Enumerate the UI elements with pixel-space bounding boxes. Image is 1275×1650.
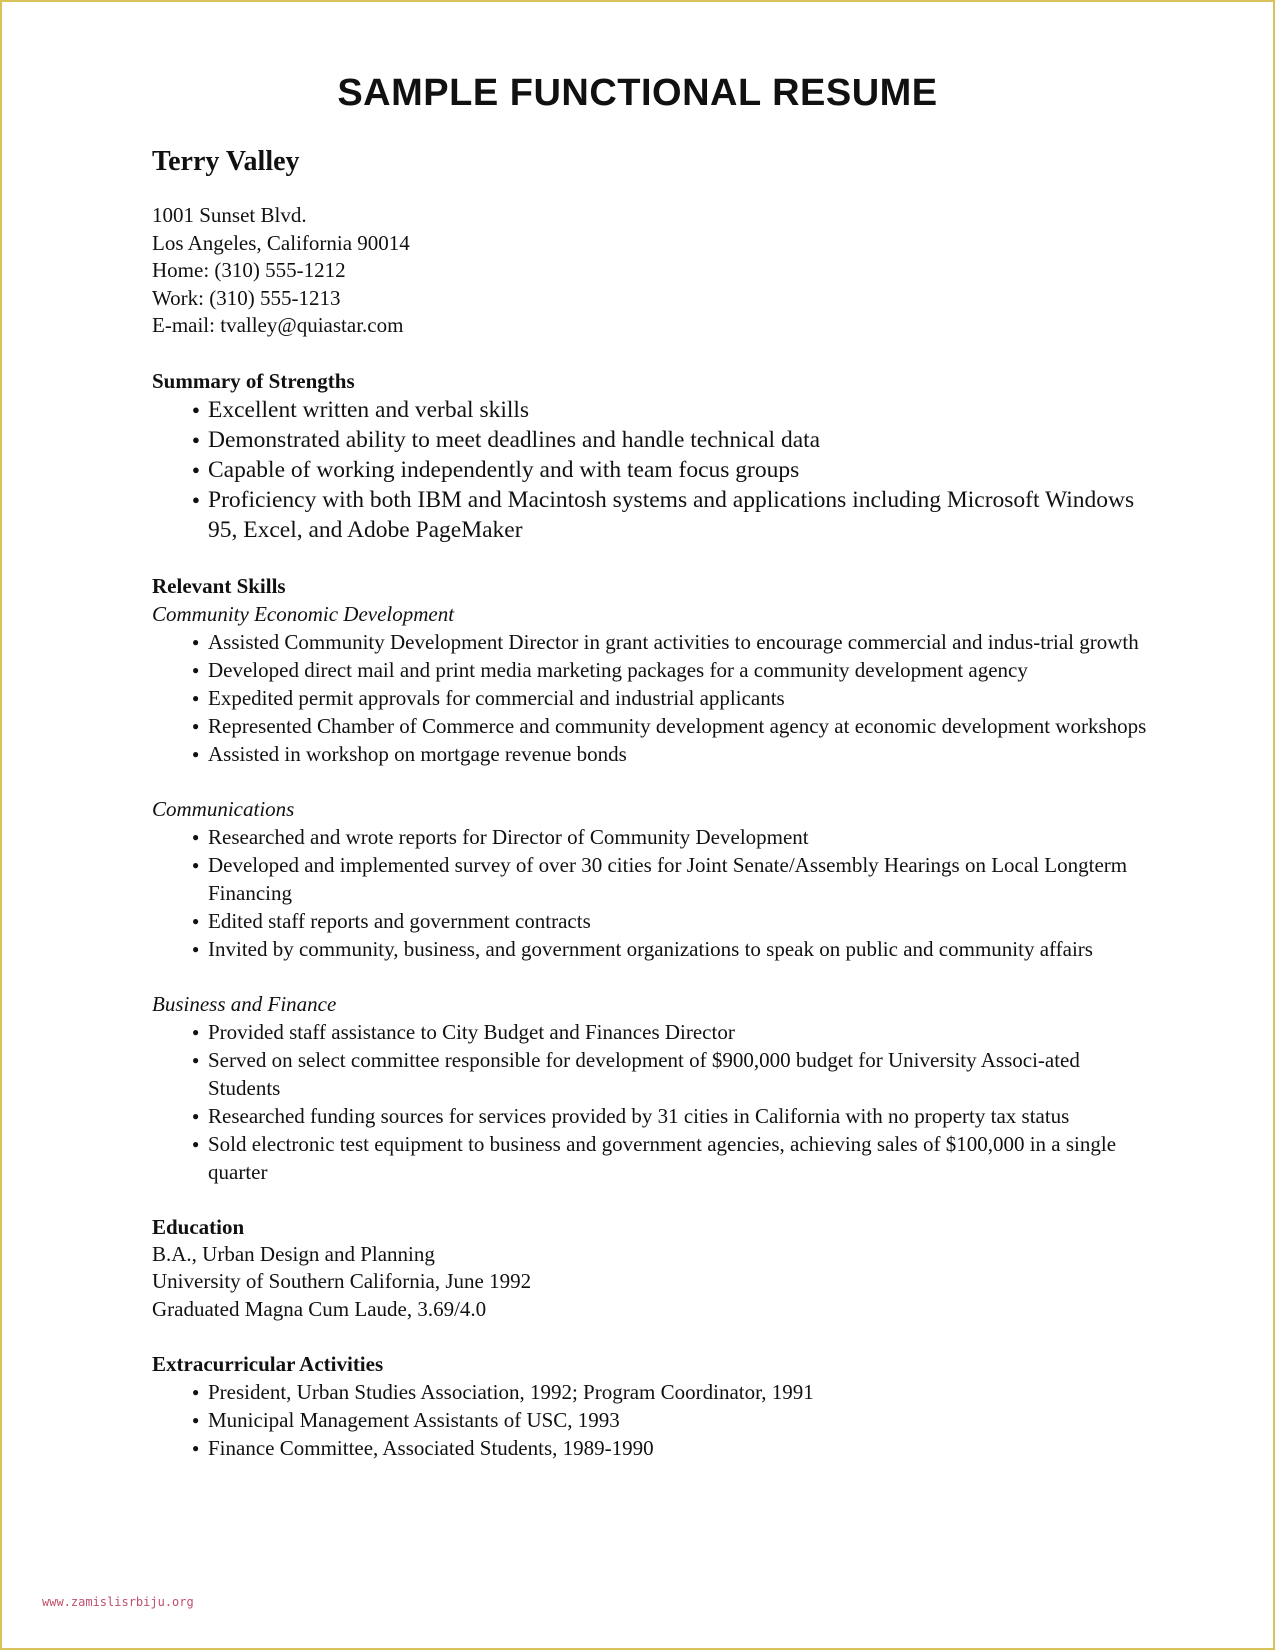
watermark-link[interactable]: www.zamislisrbiju.org — [42, 1595, 194, 1609]
list-item: ● Finance Committee, Associated Students, 1989-1990 — [192, 1434, 1152, 1462]
candidate-name: Terry Valley — [152, 146, 300, 177]
extracurricular-heading: Extracurricular Activities — [152, 1352, 384, 1376]
honors: Graduated Magna Cum Laude, 3.69/4.0 — [152, 1296, 487, 1321]
list-item: ● Assisted Community Development Director in grant activities to encourage commercial and indus-trial growth — [192, 628, 1152, 656]
list-item: ● Developed and implemented survey of over 30 cities for Joint Senate/Assembly Hearings on Local Longterm Financing — [192, 851, 1152, 907]
subsection-title: Business and Finance — [152, 991, 337, 1016]
page-title: SAMPLE FUNCTIONAL RESUME — [337, 72, 938, 114]
list-item: ● Researched funding sources for services provided by 31 cities in California with no property tax status — [192, 1102, 1152, 1130]
skills-heading: Relevant Skills — [152, 573, 286, 598]
school: University of Southern California, June 1992 — [152, 1269, 532, 1293]
list-item: ● Expedited permit approvals for commercial and industrial applicants — [192, 684, 1152, 712]
home-phone: Home: (310) 555-1212 — [152, 258, 346, 282]
list-item: ● Demonstrated ability to meet deadlines and handle technical data — [192, 425, 1152, 455]
subsection-title: Communications — [152, 796, 295, 821]
summary-heading: Summary of Strengths — [152, 368, 355, 393]
degree: B.A., Urban Design and Planning — [152, 1241, 435, 1266]
list-item: ● Proficiency with both IBM and Macintosh systems and applications including Microsoft Windows 95, Excel, and Adobe PageMaker — [192, 485, 1152, 545]
education-heading: Education — [152, 1214, 245, 1239]
list-item: ● Represented Chamber of Commerce and community development agency at economic development workshops — [192, 712, 1152, 740]
list-item: ● President, Urban Studies Association, 1992; Program Coordinator, 1991 — [192, 1378, 1152, 1406]
list-item: ● Served on select committee responsible for development of $900,000 budget for University Associ-ated Students — [192, 1046, 1152, 1102]
resume-content — [152, 142, 1152, 1462]
summary-list — [152, 395, 1152, 545]
list-item: ● Excellent written and verbal skills — [192, 395, 1152, 425]
list-item: ● Edited staff reports and government contracts — [192, 907, 1152, 935]
work-phone: Work: (310) 555-1213 — [152, 285, 341, 310]
contact-block — [152, 202, 1152, 340]
list-item: ● Municipal Management Assistants of USC, 1993 — [192, 1406, 1152, 1434]
list-item: ● Provided staff assistance to City Budget and Finances Director — [192, 1018, 1152, 1046]
extracurricular-list — [152, 1378, 1152, 1462]
address-line: 1001 Sunset Blvd. — [152, 203, 307, 227]
list-item: ● Assisted in workshop on mortgage revenue bonds — [192, 740, 1152, 768]
skills-list — [152, 1018, 1152, 1186]
email: E-mail: tvalley@quiastar.com — [152, 313, 404, 337]
address-line: Los Angeles, California 90014 — [152, 230, 410, 255]
list-item: ● Sold electronic test equipment to business and government agencies, achieving sales of $100,000 in a single quarter — [192, 1130, 1152, 1186]
skills-list — [152, 628, 1152, 768]
list-item: ● Capable of working independently and with team focus groups — [192, 455, 1152, 485]
education-block — [152, 1241, 1152, 1324]
subsection-title: Community Economic Development — [152, 601, 455, 626]
list-item: ● Researched and wrote reports for Director of Community Development — [192, 823, 1152, 851]
skills-list — [152, 823, 1152, 963]
list-item: ● Developed direct mail and print media marketing packages for a community development agency — [192, 656, 1152, 684]
list-item: ● Invited by community, business, and government organizations to speak on public and community affairs — [192, 935, 1152, 963]
